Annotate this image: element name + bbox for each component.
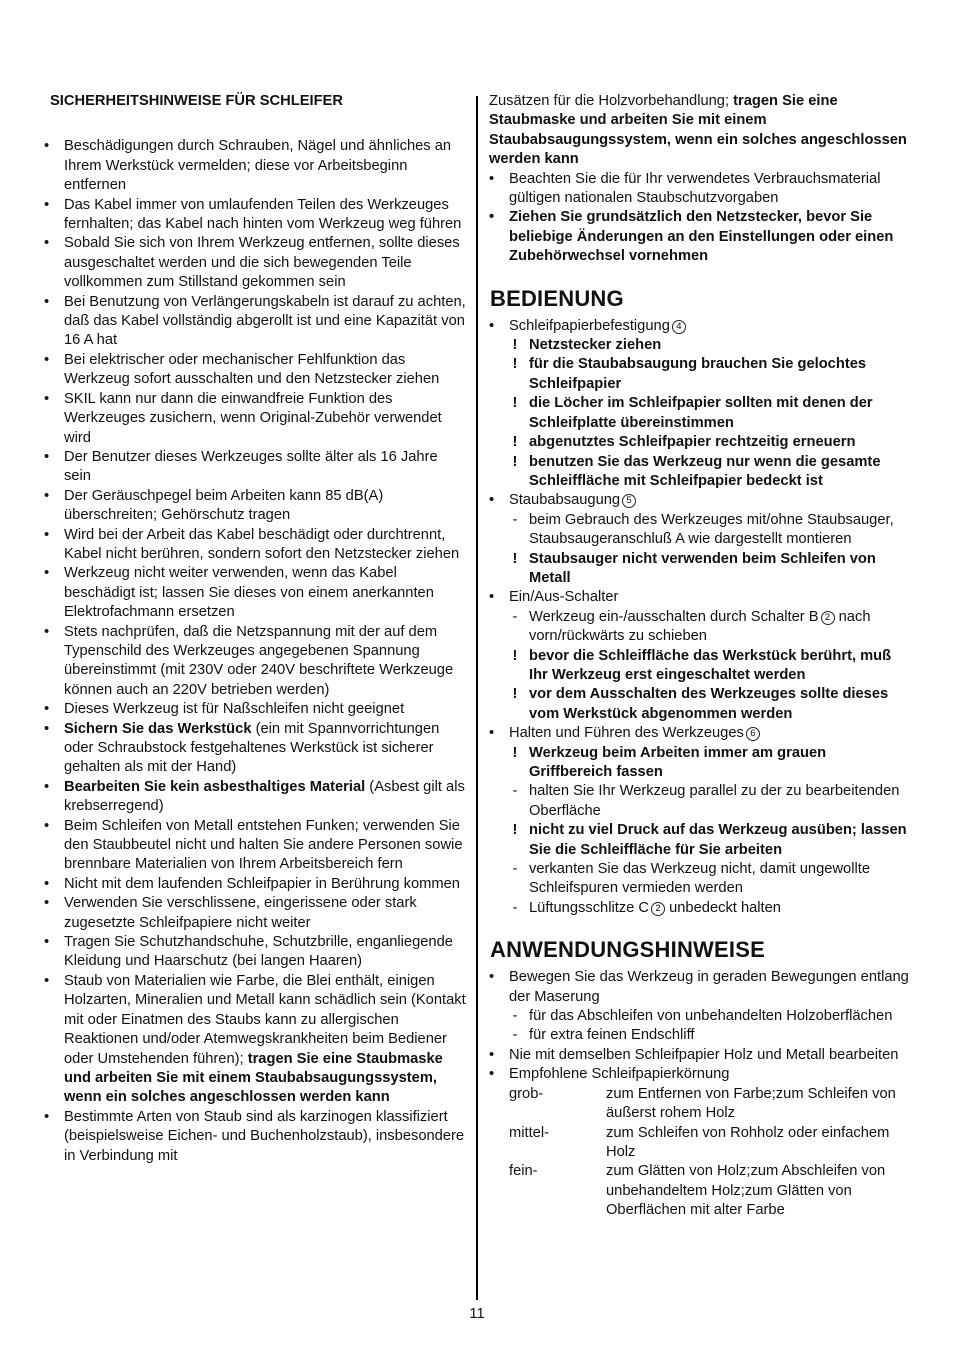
- item-text: Stets nachprüfen, daß die Netzspannung mit der auf dem Typenschild des Werkzeuges angegebenen Spannung übereinstimmt (mit 230V oder 240V beschriftete Werkzeuge können auch an 220V betrieben werden): [64, 623, 454, 698]
- dash-mark: -: [512, 783, 518, 800]
- grit-label: grob-: [509, 1085, 544, 1102]
- figure-ref-icon: 2: [821, 611, 835, 625]
- bullet: •: [44, 720, 50, 737]
- item-text: Der Geräuschpegel beim Arbeiten kann 85 dB(A) überschreiten; Gehörschutz tragen: [64, 487, 384, 524]
- heading-bedienung: BEDIENUNG: [490, 285, 624, 311]
- list-item: [489, 968, 913, 1046]
- sub-text: halten Sie Ihr Werkzeug parallel zu der zu bearbeitenden Oberfläche: [529, 783, 900, 819]
- item-bold: Bearbeiten Sie kein asbesthaltiges Material: [64, 778, 366, 795]
- bullet: •: [44, 487, 50, 504]
- item-label: Bewegen Sie das Werkzeug in geraden Bewegungen entlang der Maserung: [509, 969, 909, 1005]
- safety-list-continued: [489, 170, 913, 267]
- list-item: [44, 817, 466, 875]
- list-item: [44, 972, 466, 1108]
- item-label: Nie mit demselben Schleifpapier Holz und Metall bearbeiten: [509, 1046, 899, 1063]
- sub-text: Netzstecker ziehen: [529, 337, 662, 354]
- sub-text: verkanten Sie das Werkzeug nicht, damit ungewollte Schleifspuren vermieden werden: [529, 861, 870, 897]
- bullet: •: [489, 209, 495, 226]
- sub-text: für das Abschleifen von unbehandelten Holzoberflächen: [529, 1008, 893, 1025]
- bullet: •: [44, 778, 50, 795]
- item-label: Staubabsaugung: [509, 492, 621, 509]
- sub-item: [509, 550, 913, 589]
- bullet: •: [489, 1046, 495, 1063]
- bullet: •: [44, 623, 50, 640]
- item-text: Beim Schleifen von Metall entstehen Funken; verwenden Sie den Staubbeutel nicht und halten Sie andere Personen sowie brennbare Materialien von Ihrem Arbeitsbereich fern: [64, 817, 463, 873]
- sub-text: Werkzeug beim Arbeiten immer am grauen Griffbereich fassen: [529, 744, 827, 780]
- grit-desc: zum Entfernen von Farbe;zum Schleifen von äußerst rohem Holz: [606, 1085, 896, 1122]
- item-text: Wird bei der Arbeit das Kabel beschädigt oder durchtrennt, Kabel nicht berühren, sondern sofort den Netzstecker ziehen: [64, 526, 460, 562]
- dash-mark: -: [512, 511, 518, 528]
- grit-desc: zum Glätten von Holz;zum Abschleifen von unbehandeltem Holz;zum Glätten von Oberflächen mit alter Farbe: [606, 1163, 886, 1219]
- dash-mark: -: [512, 861, 518, 878]
- bullet: •: [44, 972, 50, 989]
- warning-mark: !: [512, 647, 518, 664]
- grit-row: [509, 1124, 913, 1163]
- bullet: •: [44, 817, 50, 834]
- bullet: •: [44, 1108, 50, 1125]
- sub-text: nicht zu viel Druck auf das Werkzeug ausüben; lassen Sie die Schleiffläche für Sie arbeiten: [529, 822, 907, 858]
- sub-text: Lüftungsschlitze C: [529, 899, 650, 916]
- item-text: Sobald Sie sich von Ihrem Werkzeug entfernen, sollte dieses ausgeschaltet werden und die sich bewegenden Teile vollkommen zum Stillstand gekommen sein: [64, 235, 460, 291]
- warning-mark: !: [512, 337, 518, 354]
- sub-item: [509, 1007, 913, 1026]
- sub-item: [509, 782, 913, 821]
- item-label: Halten und Führen des Werkzeuges: [509, 725, 744, 742]
- left-column: [44, 92, 466, 1166]
- sub-text: beim Gebrauch des Werkzeuges mit/ohne Staubsauger, Staubsaugeranschluß A wie dargestellt montieren: [529, 511, 894, 548]
- item-text: Werkzeug nicht weiter verwenden, wenn das Kabel beschädigt ist; lassen Sie dieses von einem anerkannten Elektrofachmann ersetzen: [64, 565, 434, 621]
- list-item: [44, 351, 466, 390]
- figure-ref-icon: 4: [672, 320, 686, 334]
- list-item: [489, 724, 913, 918]
- list-item: [44, 487, 466, 526]
- bullet: •: [489, 725, 495, 742]
- warning-mark: !: [512, 356, 518, 373]
- dash-mark: -: [512, 608, 518, 625]
- grit-label: fein-: [509, 1163, 538, 1180]
- item-text: Ziehen Sie grundsätzlich den Netzstecker, bevor Sie beliebige Änderungen an den Einstellungen oder einen Zubehörwechsel vornehmen: [509, 209, 894, 265]
- warning-mark: !: [512, 434, 518, 451]
- bullet: •: [44, 138, 50, 155]
- warning-mark: !: [512, 550, 518, 567]
- sub-text-after: unbedeckt halten: [665, 899, 781, 916]
- warning-mark: !: [512, 822, 518, 839]
- figure-ref-icon: 6: [746, 727, 760, 741]
- sub-item: [509, 647, 913, 686]
- sub-item: [509, 511, 913, 550]
- sub-text-after: nach vorn/rückwärts zu schieben: [529, 608, 871, 645]
- list-item: [489, 588, 913, 724]
- bullet: •: [44, 235, 50, 252]
- continuation-bold: tragen Sie eine Staubmaske und arbeiten Sie mit einem Staubabsaugungssystem, wenn ein solches angeschlossen werden kann: [489, 93, 907, 168]
- warning-mark: !: [512, 395, 518, 412]
- sub-text: vor dem Ausschalten des Werkzeuges sollte dieses vom Werkstück abgenommen werden: [529, 686, 889, 722]
- item-text: Bestimmte Arten von Staub sind als karzinogen klassifiziert (beispielsweise Eichen- und Buchenholzstaub), insbesondere in Verbindung mit: [64, 1108, 465, 1164]
- bullet: •: [44, 565, 50, 582]
- item-label: Schleifpapierbefestigung: [509, 317, 670, 334]
- list-item: [44, 875, 466, 894]
- sub-item: [509, 608, 913, 647]
- list-item: [489, 208, 913, 266]
- item-label: Ein/Aus-Schalter: [509, 589, 619, 606]
- bullet: •: [489, 492, 495, 509]
- sub-item: [509, 899, 913, 918]
- item-text: Staub von Materialien wie Farbe, die Blei enthält, einigen Holzarten, Mineralien und Metall kann schädlich sein (Kontakt mit oder Einatmen des Staubs kann zu allergischen Reaktionen und/oder Atemwegskrankheiten beim Bediener oder Umstehenden führen);: [64, 972, 466, 1067]
- dash-mark: -: [512, 1008, 518, 1025]
- bullet: •: [489, 969, 495, 986]
- list-item: [44, 137, 466, 195]
- heading-anwendung: ANWENDUNGSHINWEISE: [490, 937, 765, 963]
- bullet: •: [44, 293, 50, 310]
- sub-text: für die Staubabsaugung brauchen Sie gelochtes Schleifpapier: [529, 356, 867, 392]
- list-item: [489, 1046, 913, 1065]
- list-item: [44, 894, 466, 933]
- list-item: [44, 778, 466, 817]
- bullet: •: [489, 170, 495, 187]
- warning-mark: !: [512, 744, 518, 761]
- grit-row: [509, 1162, 913, 1220]
- sub-text: abgenutztes Schleifpapier rechtzeitig erneuern: [529, 434, 856, 451]
- warning-mark: !: [512, 686, 518, 703]
- sub-text: Werkzeug ein-/ausschalten durch Schalter B: [529, 608, 819, 625]
- sub-item: [509, 355, 913, 394]
- right-column: [489, 92, 913, 1221]
- sub-text: Staubsauger nicht verwenden beim Schleifen von Metall: [529, 550, 876, 586]
- list-item: [44, 933, 466, 972]
- section-title: SICHERHEITSHINWEISE FÜR SCHLEIFER: [50, 93, 343, 109]
- item-text: SKIL kann nur dann die einwandfreie Funktion des Werkzeuges zusichern, wenn Original-Zubehör verwendet wird: [64, 390, 442, 446]
- sub-item: [509, 685, 913, 724]
- bullet: •: [44, 196, 50, 213]
- sub-text: bevor die Schleiffläche das Werkstück berührt, muß Ihr Werkzeug erst eingeschaltet werden: [529, 647, 892, 683]
- continuation-paragraph: [489, 92, 913, 170]
- warning-mark: !: [512, 453, 518, 470]
- item-bold: Sichern Sie das Werkstück: [64, 720, 252, 737]
- item-text: Bei elektrischer oder mechanischer Fehlfunktion das Werkzeug sofort ausschalten und den Netzstecker ziehen: [64, 351, 440, 388]
- sub-text: für extra feinen Endschliff: [529, 1027, 695, 1044]
- bullet: •: [489, 1066, 495, 1083]
- list-item: [44, 390, 466, 448]
- item-text: Dieses Werkzeug ist für Naßschleifen nicht geeignet: [64, 701, 405, 718]
- bullet: •: [44, 526, 50, 543]
- item-text: Nicht mit dem laufenden Schleifpapier in Berührung kommen: [64, 875, 460, 892]
- list-item: [44, 526, 466, 565]
- safety-list: [44, 137, 466, 1166]
- list-item: [44, 234, 466, 292]
- sub-item: [509, 433, 913, 452]
- item-text: Beachten Sie die für Ihr verwendetes Verbrauchsmaterial gültigen nationalen Staubschutzvorgaben: [509, 170, 881, 207]
- list-item: [489, 317, 913, 492]
- item-text: Tragen Sie Schutzhandschuhe, Schutzbrille, enganliegende Kleidung und Haarschutz (bei langen Haaren): [64, 934, 453, 970]
- bullet: •: [489, 317, 495, 334]
- bullet: •: [489, 589, 495, 606]
- item-text: Bei Benutzung von Verlängerungskabeln ist darauf zu achten, daß das Kabel vollständig abgerollt ist und eine Kapazität von 16 A hat: [64, 293, 466, 349]
- figure-ref-icon: 2: [651, 902, 665, 916]
- item-bold-after: tragen Sie eine Staubmaske und arbeiten Sie mit einem Staubabsaugungssystem, wenn ein solches angeschlossen werden kann: [64, 1050, 443, 1106]
- list-item: [44, 700, 466, 719]
- list-item: [489, 1065, 913, 1220]
- item-text: (Asbest gilt als krebserregend): [64, 778, 465, 815]
- page-number: 11: [469, 1306, 485, 1322]
- list-item: [44, 293, 466, 351]
- bullet: •: [44, 448, 50, 465]
- sub-item: [509, 394, 913, 433]
- sub-text: benutzen Sie das Werkzeug nur wenn die gesamte Schleiffläche mit Schleifpapier bedeckt ist: [529, 453, 881, 489]
- list-item: [44, 720, 466, 778]
- sub-item: [509, 453, 913, 492]
- sub-item: [509, 1026, 913, 1045]
- item-text: (ein mit Spannvorrichtungen oder Schraubstock festgehaltenes Werkstück ist sicherer gehalten als mit der Hand): [64, 720, 440, 776]
- figure-ref-icon: 5: [622, 494, 636, 508]
- bullet: •: [44, 934, 50, 951]
- grit-row: [509, 1085, 913, 1124]
- sub-item: [509, 860, 913, 899]
- grit-desc: zum Schleifen von Rohholz oder einfachem Holz: [606, 1124, 890, 1160]
- item-text: Der Benutzer dieses Werkzeuges sollte älter als 16 Jahre sein: [64, 448, 438, 485]
- bullet: •: [44, 351, 50, 368]
- list-item: [44, 196, 466, 235]
- continuation-text: Zusätzen für die Holzvorbehandlung;: [489, 93, 734, 109]
- list-item: [44, 564, 466, 622]
- item-text: Beschädigungen durch Schrauben, Nägel und ähnliches an Ihrem Werkstück vermelden; diese vor Arbeitsbeginn entfernen: [64, 138, 452, 194]
- column-divider: [476, 96, 478, 1300]
- grit-label: mittel-: [509, 1124, 549, 1141]
- item-text: Verwenden Sie verschlissene, eingerissene oder stark zugesetzte Schleifpapiere nicht weiter: [64, 895, 417, 931]
- sub-item: [509, 744, 913, 783]
- list-item: [44, 1108, 466, 1166]
- sub-item: [509, 336, 913, 355]
- list-item: [44, 448, 466, 487]
- sub-text: die Löcher im Schleifpapier sollten mit denen der Schleifplatte übereinstimmen: [529, 395, 873, 431]
- bullet: •: [44, 701, 50, 718]
- item-text: Das Kabel immer von umlaufenden Teilen des Werkzeuges fernhalten; das Kabel nach hinten vom Werkzeug weg führen: [64, 196, 462, 233]
- bullet: •: [44, 875, 50, 892]
- list-item: [44, 623, 466, 701]
- item-label: Empfohlene Schleifpapierkörnung: [509, 1066, 730, 1083]
- dash-mark: -: [512, 899, 518, 916]
- operation-list: [489, 317, 913, 919]
- list-item: [489, 170, 913, 209]
- bullet: •: [44, 390, 50, 407]
- dash-mark: -: [512, 1027, 518, 1044]
- list-item: [489, 491, 913, 588]
- application-list: [489, 968, 913, 1220]
- sub-item: [509, 821, 913, 860]
- bullet: •: [44, 895, 50, 912]
